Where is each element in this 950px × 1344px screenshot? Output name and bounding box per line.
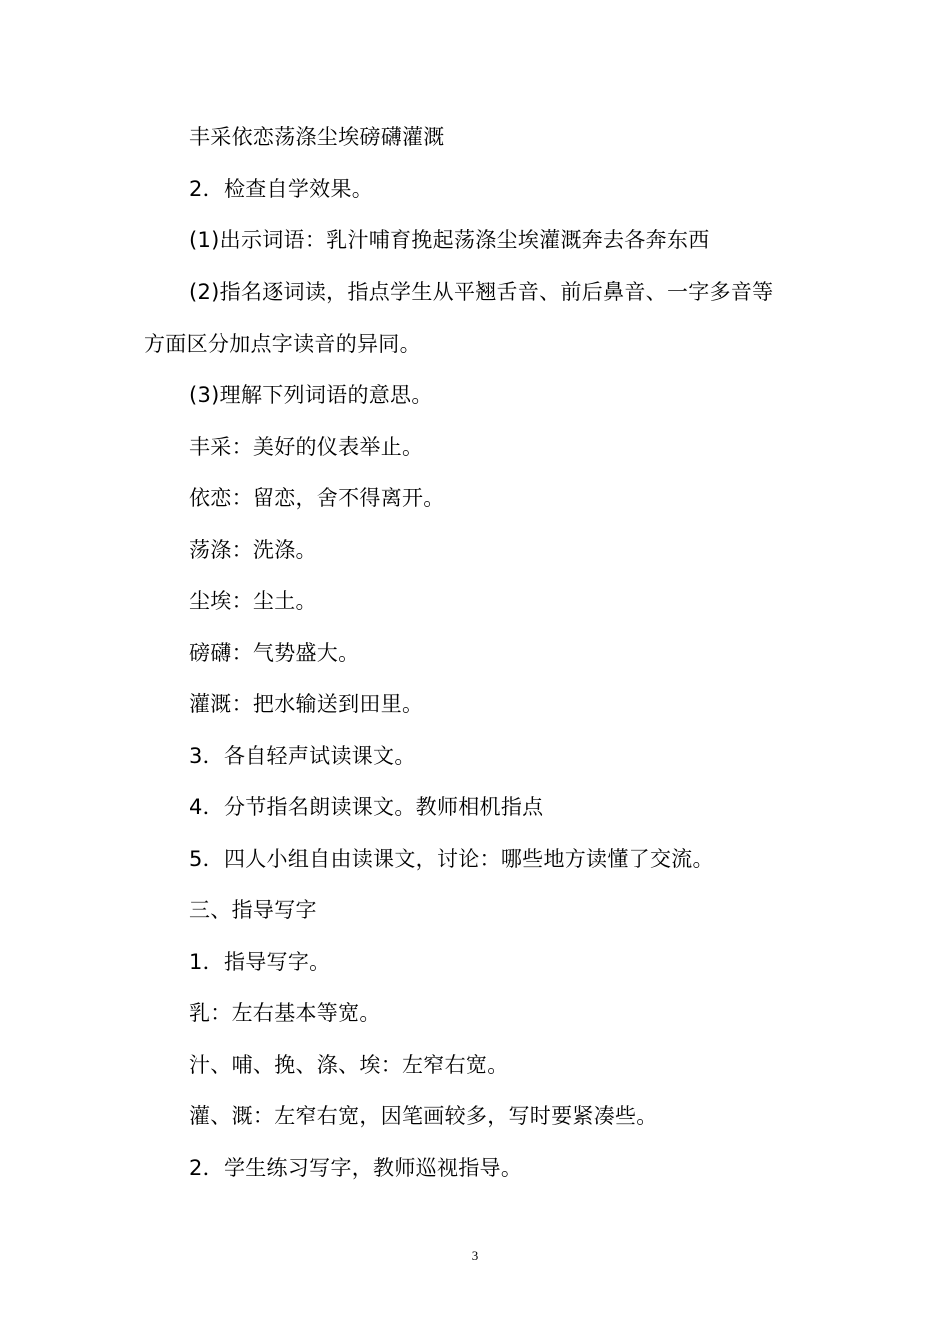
step-read-by-section: 4．分节指名朗读课文。教师相机指点 [189, 795, 544, 819]
page-number: 3 [471, 1248, 479, 1263]
step-read-softly: 3．各自轻声试读课文。 [189, 744, 416, 768]
definition-fengcai: 丰采：美好的仪表举止。 [189, 435, 424, 459]
definition-guangai: 灌溉：把水输送到田里。 [189, 692, 424, 716]
step-understand-words: (3)理解下列词语的意思。 [189, 383, 433, 407]
step-group-discussion: 5．四人小组自由读课文，讨论：哪些地方读懂了交流。 [189, 847, 714, 871]
writing-note-ru: 乳：左右基本等宽。 [189, 1001, 381, 1025]
step-check-self-study: 2．检查自学效果。 [189, 177, 374, 201]
section-heading-writing: 三、指导写字 [189, 898, 317, 922]
step-guide-writing: 1．指导写字。 [189, 950, 331, 974]
step-read-words-continued: 方面区分加点字读音的异同。 [144, 332, 421, 356]
step-practice-writing: 2．学生练习写字，教师巡视指导。 [189, 1156, 523, 1180]
definition-dangdi: 荡涤：洗涤。 [189, 538, 317, 562]
definition-pangbo: 磅礴：气势盛大。 [189, 641, 360, 665]
definition-chenai: 尘埃：尘土。 [189, 589, 317, 613]
step-read-words: (2)指名逐词读，指点学生从平翘舌音、前后鼻音、一字多音等 [189, 280, 774, 304]
writing-note-left-narrow: 汁、哺、挽、涤、埃：左窄右宽。 [189, 1053, 509, 1077]
definition-yilian: 依恋：留恋，舍不得离开。 [189, 486, 445, 510]
writing-note-guan-gai: 灌、溉：左窄右宽，因笔画较多，写时要紧凑些。 [189, 1104, 658, 1128]
step-show-words: (1)出示词语：乳汁哺育挽起荡涤尘埃灌溉奔去各奔东西 [189, 228, 710, 252]
vocabulary-list-line: 丰采依恋荡涤尘埃磅礴灌溉 [189, 125, 445, 149]
